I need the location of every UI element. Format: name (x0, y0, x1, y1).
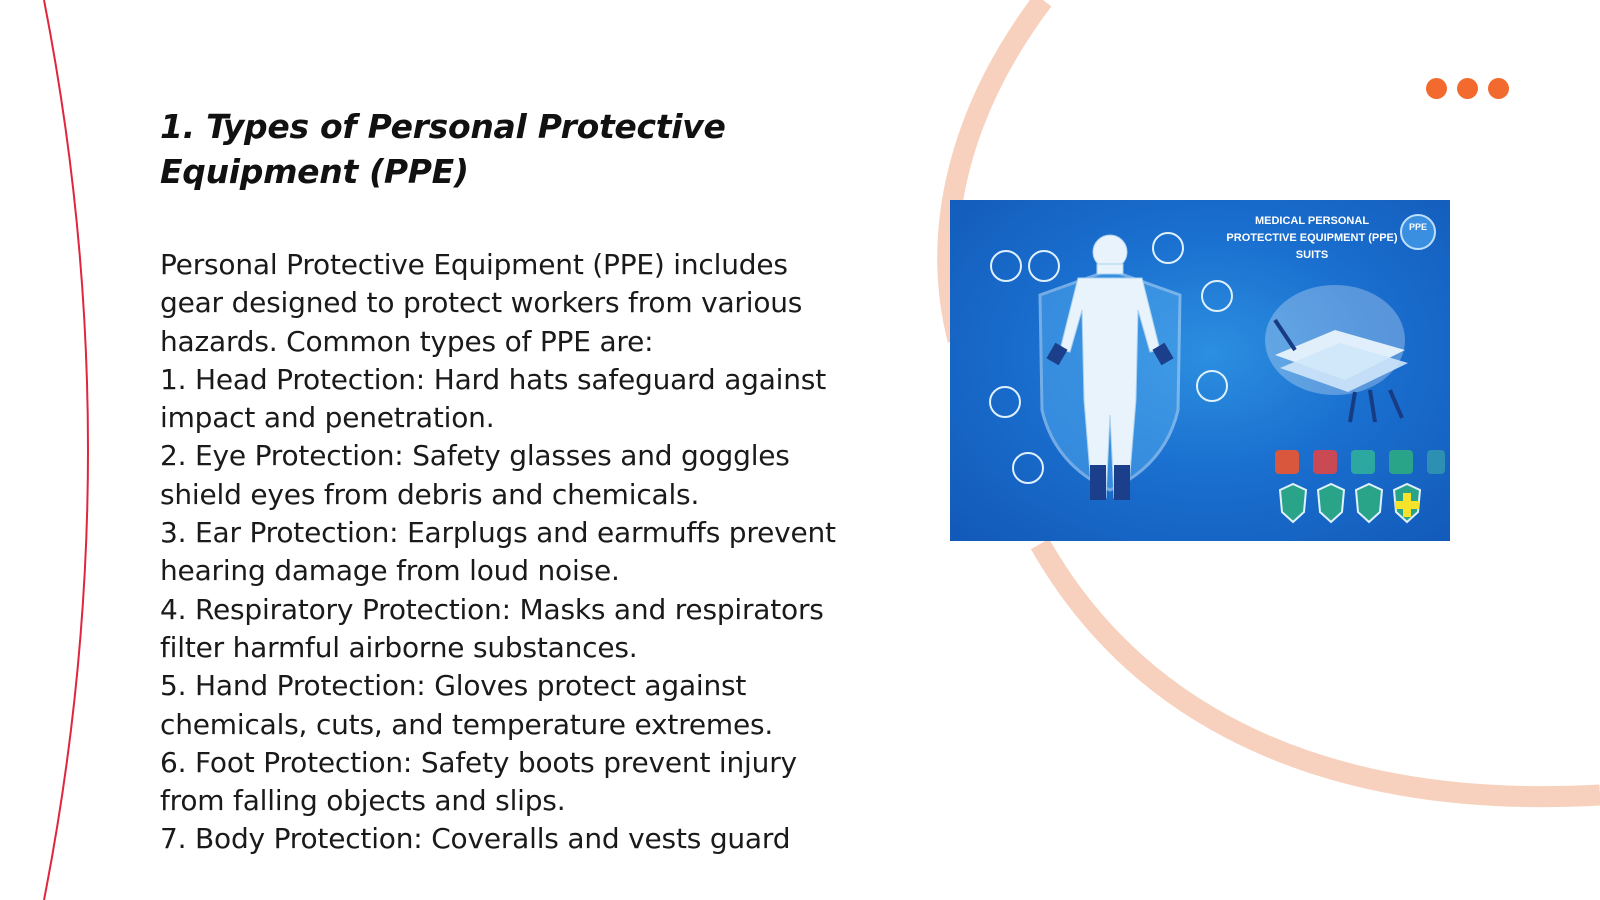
slide-title: 1. Types of Personal Protective Equipment (PPE) (160, 107, 726, 191)
slide-body (160, 246, 850, 859)
list-item: 6. Foot Protection: Safety boots prevent injury from falling objects and slips. (160, 745, 797, 818)
fabric-layers (1265, 285, 1408, 422)
list-item: 7. Body Protection: Coveralls and vests guard (160, 822, 791, 856)
dot (1426, 78, 1447, 99)
image-title-line1: MEDICAL PERSONAL (1254, 215, 1370, 227)
list-item: 1. Head Protection: Hard hats safeguard against impact and penetration. (160, 362, 826, 435)
ppe-suit-illustration (950, 200, 1450, 541)
image-title-line2: PROTECTIVE EQUIPMENT (PPE) (1226, 232, 1398, 244)
ppe-badge-label: PPE (1408, 222, 1428, 232)
list-item: 2. Eye Protection: Safety glasses and goggles shield eyes from debris and chemicals. (160, 439, 790, 511)
ppe-illustration-svg (950, 200, 1450, 541)
dot (1457, 78, 1478, 99)
dot (1488, 78, 1509, 99)
list-item: 3. Ear Protection: Earplugs and earmuffs prevent hearing damage from loud noise. (160, 516, 836, 588)
image-title-line3: SUITS (1295, 249, 1329, 261)
more-dots-icon (1426, 78, 1509, 99)
left-red-curve (44, 0, 88, 900)
list-item: 4. Respiratory Protection: Masks and respirators filter harmful airborne substances. (160, 592, 824, 664)
intro-paragraph: Personal Protective Equipment (PPE) includes gear designed to protect workers from various hazards. Common types of PPE are: (160, 248, 803, 358)
hazard-icons-row (1275, 450, 1445, 474)
ppe-badge-icon (1401, 215, 1435, 249)
list-item: 5. Hand Protection: Gloves protect against chemicals, cuts, and temperature extremes. (160, 669, 774, 741)
